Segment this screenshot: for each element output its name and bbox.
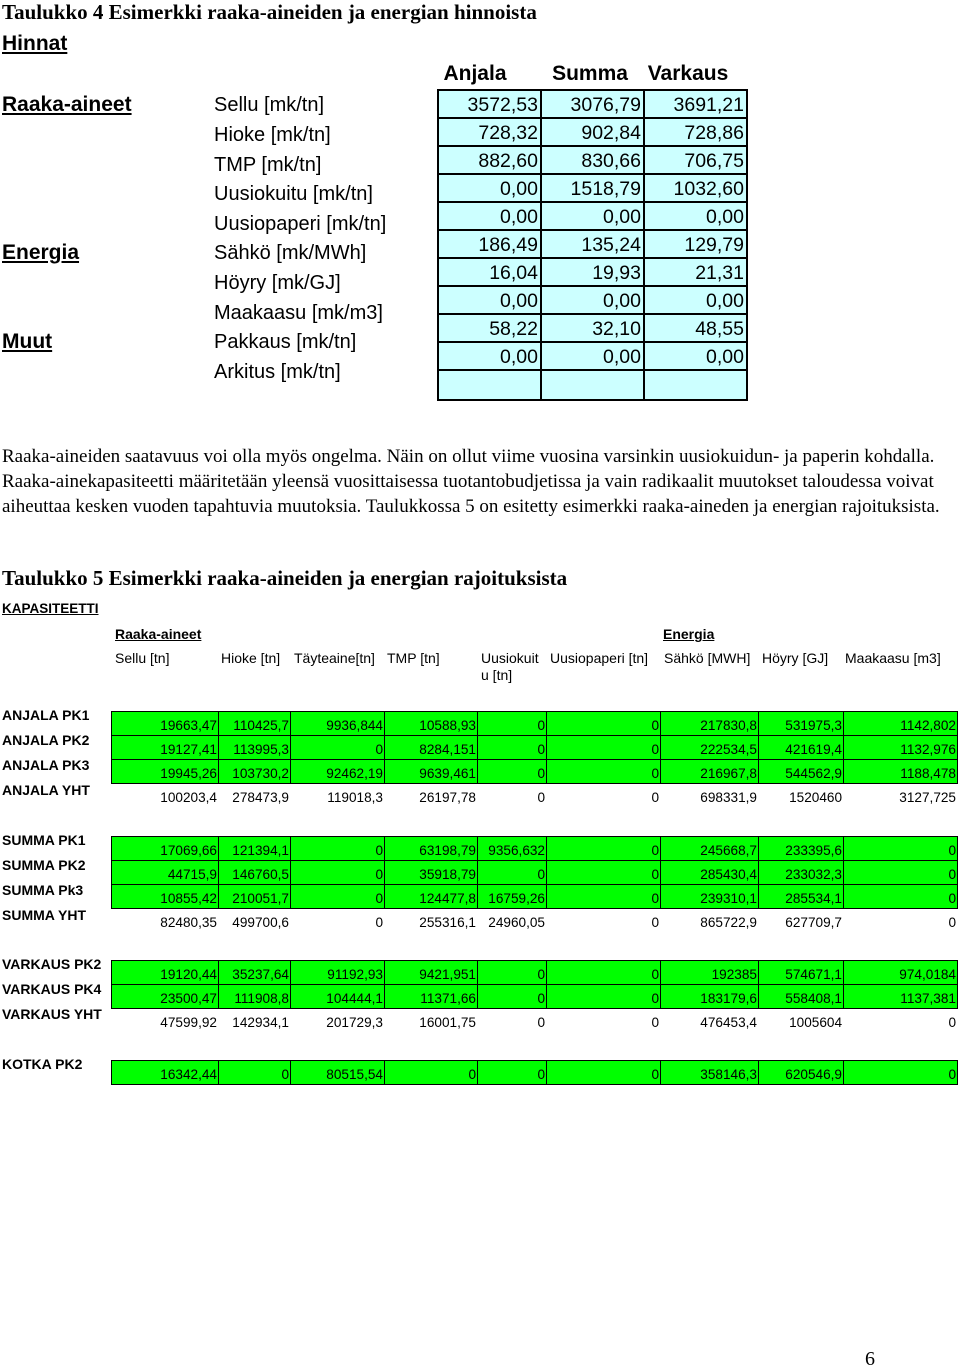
price-table [437, 89, 748, 401]
capacity-cell: 201729,3 [326, 1015, 383, 1030]
row-label: Maakaasu [mk/m3] [214, 302, 383, 324]
table-row [112, 885, 958, 909]
row-label: SUMMA PK2 [2, 857, 86, 873]
category-energy: Energia [2, 241, 80, 264]
col-head: Täyteaine[tn] [294, 650, 375, 666]
price-cell: 728,32 [438, 118, 541, 146]
capacity-cell: 1520460 [789, 790, 842, 805]
table-row [112, 1009, 958, 1033]
row-label: Höyry [mk/GJ] [214, 272, 341, 294]
capacity-cell: 19120,44 [112, 961, 219, 985]
capacity-cell: 531975,3 [759, 712, 844, 736]
capacity-cell: 8284,151 [385, 736, 478, 760]
row-label: SUMMA PK1 [2, 832, 86, 848]
capacity-cell: 104444,1 [291, 985, 385, 1009]
capacity-cell: 35918,79 [385, 861, 478, 885]
capacity-cell: 0 [651, 915, 659, 930]
capacity-cell: 142934,1 [232, 1015, 289, 1030]
capacity-cell: 0 [537, 1015, 545, 1030]
col-head [481, 650, 539, 684]
col-head: Maakaasu [m3] [845, 650, 941, 666]
capacity-cell: 0 [291, 885, 385, 909]
capacity-cell: 0 [478, 712, 547, 736]
capacity-cell: 0 [547, 712, 661, 736]
price-cell: 706,75 [644, 146, 747, 174]
capacity-cell: 110425,7 [219, 712, 291, 736]
capacity-cell: 574671,1 [759, 961, 844, 985]
capacity-cell: 124477,8 [385, 885, 478, 909]
table-row [112, 961, 958, 985]
price-cell: 3572,53 [438, 90, 541, 118]
table-row [112, 1061, 958, 1085]
capacity-cell: 10588,93 [385, 712, 478, 736]
capacity-cell: 865722,9 [700, 915, 757, 930]
price-row [438, 174, 747, 202]
capacity-cell: 92462,19 [291, 760, 385, 784]
capacity-cell: 16759,26 [478, 885, 547, 909]
capacity-cell: 0 [547, 1061, 661, 1085]
capacity-cell: 19945,26 [112, 760, 219, 784]
capacity-cell: 210051,7 [219, 885, 291, 909]
capacity-cell: 0 [385, 1061, 478, 1085]
price-cell: 728,86 [644, 118, 747, 146]
capacity-cell: 183179,6 [661, 985, 759, 1009]
capacity-cell: 121394,1 [219, 837, 291, 861]
row-label: Pakkaus [mk/tn] [214, 331, 357, 353]
capacity-cell: 255316,1 [419, 915, 476, 930]
price-row [438, 258, 747, 286]
table4-subtitle: Hinnat [2, 32, 68, 55]
capacity-cell: 24960,05 [488, 915, 545, 930]
capacity-cell: 1142,802 [844, 712, 958, 736]
price-cell: 32,10 [541, 314, 644, 342]
price-cell: 1032,60 [644, 174, 747, 202]
table-row [112, 909, 958, 933]
capacity-cell: 627709,7 [785, 915, 842, 930]
capacity-cell: 192385 [661, 961, 759, 985]
capacity-cell: 0 [478, 760, 547, 784]
capacity-cell: 222534,5 [661, 736, 759, 760]
table-row [112, 861, 958, 885]
price-cell: 3076,79 [541, 90, 644, 118]
capacity-cell: 1005604 [789, 1015, 842, 1030]
group-raw-materials: Raaka-aineet [115, 626, 202, 642]
capacity-cell: 19663,47 [112, 712, 219, 736]
capacity-cell: 0 [478, 1061, 547, 1085]
row-label: VARKAUS PK2 [2, 956, 102, 972]
capacity-cell: 23500,47 [112, 985, 219, 1009]
group-energy: Energia [663, 626, 715, 642]
price-cell: 3691,21 [644, 90, 747, 118]
col-head-summa: Summa [552, 62, 628, 85]
price-row [438, 146, 747, 174]
price-row [438, 202, 747, 230]
price-cell: 1518,79 [541, 174, 644, 202]
capacity-cell: 285430,4 [661, 861, 759, 885]
capacity-cell: 974,0184 [844, 961, 958, 985]
table-row [112, 837, 958, 861]
row-label: Uusiopaperi [mk/tn] [214, 213, 387, 235]
capacity-group-table [111, 960, 958, 1033]
capacity-cell: 0 [537, 790, 545, 805]
capacity-cell: 111908,8 [219, 985, 291, 1009]
capacity-cell: 278473,9 [232, 790, 289, 805]
capacity-cell: 10855,42 [112, 885, 219, 909]
price-cell: 0,00 [438, 286, 541, 314]
col-head: Hioke [tn] [221, 650, 281, 666]
table-row [112, 760, 958, 784]
capacity-cell: 119018,3 [327, 790, 383, 805]
capacity-cell: 0 [547, 736, 661, 760]
capacity-cell: 0 [651, 1015, 659, 1030]
row-label: VARKAUS YHT [2, 1006, 102, 1022]
capacity-cell: 9421,951 [385, 961, 478, 985]
capacity-cell: 0 [948, 915, 956, 930]
capacity-cell: 0 [844, 1061, 958, 1085]
capacity-cell: 216967,8 [661, 760, 759, 784]
price-row [438, 286, 747, 314]
table-row [112, 736, 958, 760]
capacity-cell: 0 [291, 736, 385, 760]
price-cell: 0,00 [438, 342, 541, 370]
capacity-cell: 620546,9 [759, 1061, 844, 1085]
capacity-cell: 499700,6 [232, 915, 289, 930]
capacity-cell: 0 [651, 790, 659, 805]
capacity-cell: 0 [478, 861, 547, 885]
price-cell: 0,00 [541, 286, 644, 314]
table4-title: Taulukko 4 Esimerkki raaka-aineiden ja energian hinnoista [2, 0, 537, 24]
row-label: ANJALA PK2 [2, 732, 90, 748]
capacity-cell: 63198,79 [385, 837, 478, 861]
capacity-group-table [111, 711, 958, 808]
row-label: ANJALA PK3 [2, 757, 90, 773]
price-cell-blank [438, 370, 541, 400]
price-cell: 882,60 [438, 146, 541, 174]
row-label: Sellu [mk/tn] [214, 94, 325, 116]
capacity-cell: 1137,381 [844, 985, 958, 1009]
price-row [438, 118, 747, 146]
capacity-cell: 0 [844, 885, 958, 909]
capacity-cell: 146760,5 [219, 861, 291, 885]
col-head-anjala: Anjala [443, 62, 507, 85]
col-head-varkaus: Varkaus [647, 62, 729, 85]
capacity-cell: 80515,54 [291, 1061, 385, 1085]
capacity-cell: 0 [547, 760, 661, 784]
row-label: Sähkö [mk/MWh] [214, 242, 367, 264]
price-cell: 135,24 [541, 230, 644, 258]
capacity-cell: 544562,9 [759, 760, 844, 784]
capacity-cell: 100203,4 [160, 790, 217, 805]
capacity-cell: 0 [547, 837, 661, 861]
row-label: ANJALA PK1 [2, 707, 90, 723]
capacity-cell: 47599,92 [160, 1015, 217, 1030]
capacity-cell: 16001,75 [419, 1015, 476, 1030]
price-cell: 0,00 [438, 174, 541, 202]
capacity-cell: 3127,725 [899, 790, 956, 805]
price-row [438, 90, 747, 118]
row-label: Uusiokuitu [mk/tn] [214, 183, 373, 205]
capacity-cell: 0 [547, 961, 661, 985]
row-label: VARKAUS PK4 [2, 981, 102, 997]
capacity-cell: 239310,1 [661, 885, 759, 909]
section-capacity: KAPASITEETTI [2, 601, 99, 616]
capacity-cell: 9639,461 [385, 760, 478, 784]
capacity-cell: 91192,93 [291, 961, 385, 985]
table5-title: Taulukko 5 Esimerkki raaka-aineiden ja energian rajoituksista [2, 566, 568, 590]
capacity-cell: 558408,1 [759, 985, 844, 1009]
price-row-blank [438, 370, 747, 400]
capacity-cell: 17069,66 [112, 837, 219, 861]
capacity-cell: 16342,44 [112, 1061, 219, 1085]
capacity-cell: 217830,8 [661, 712, 759, 736]
price-cell: 0,00 [438, 202, 541, 230]
price-cell-blank [541, 370, 644, 400]
price-cell: 21,31 [644, 258, 747, 286]
price-cell: 186,49 [438, 230, 541, 258]
capacity-group-table [111, 836, 958, 933]
capacity-cell: 82480,35 [160, 915, 217, 930]
col-head: Sähkö [MWH] [664, 650, 751, 666]
price-cell: 0,00 [644, 286, 747, 314]
capacity-cell: 285534,1 [759, 885, 844, 909]
row-label: SUMMA YHT [2, 907, 86, 923]
table-row [112, 985, 958, 1009]
capacity-cell: 0 [291, 837, 385, 861]
price-cell: 16,04 [438, 258, 541, 286]
capacity-cell: 233032,3 [759, 861, 844, 885]
price-row [438, 342, 747, 370]
capacity-cell: 0 [948, 1015, 956, 1030]
page-number: 6 [865, 1348, 875, 1370]
body-paragraph: Raaka-aineiden saatavuus voi olla myös ongelma. Näin on ollut viime vuosina varsinkin uusiokuidun- ja paperin kohdalla. Raaka-ainekapasiteetti määritetään yleensä vuosittaisessa tuotantobudjetissa ja vain radikaalit muutokset taloudessa voivat aiheuttaa kesken vuoden tapahtuvia muutoksia. Taulukkossa 5 on esitetty esimerkki raaka-aineden ja energian rajoituksista. [2, 446, 940, 517]
price-cell: 902,84 [541, 118, 644, 146]
row-label: Hioke [mk/tn] [214, 124, 331, 146]
capacity-cell: 0 [547, 985, 661, 1009]
capacity-cell: 35237,64 [219, 961, 291, 985]
capacity-cell: 245668,7 [661, 837, 759, 861]
category-raw-materials: Raaka-aineet [2, 93, 132, 116]
capacity-cell: 0 [547, 861, 661, 885]
category-other: Muut [2, 330, 53, 353]
price-cell: 830,66 [541, 146, 644, 174]
capacity-cell: 113995,3 [219, 736, 291, 760]
price-cell: 48,55 [644, 314, 747, 342]
capacity-cell: 0 [478, 736, 547, 760]
capacity-cell: 476453,4 [700, 1015, 757, 1030]
col-head: Uusiopaperi [tn] [550, 650, 649, 666]
capacity-cell: 1132,976 [844, 736, 958, 760]
col-head-line: Uusiokuit [481, 650, 539, 666]
capacity-cell: 0 [219, 1061, 291, 1085]
capacity-cell: 0 [547, 885, 661, 909]
capacity-cell: 698331,9 [700, 790, 757, 805]
capacity-cell: 11371,66 [385, 985, 478, 1009]
price-cell: 0,00 [541, 202, 644, 230]
capacity-cell: 233395,6 [759, 837, 844, 861]
col-head-line: u [tn] [481, 667, 513, 683]
row-label: ANJALA YHT [2, 782, 90, 798]
capacity-group-table [111, 1060, 958, 1085]
price-cell: 0,00 [541, 342, 644, 370]
row-label: Arkitus [mk/tn] [214, 361, 341, 383]
capacity-cell: 1188,478 [844, 760, 958, 784]
capacity-cell: 26197,78 [419, 790, 476, 805]
row-label: SUMMA Pk3 [2, 882, 84, 898]
capacity-cell: 9356,632 [478, 837, 547, 861]
table-row [112, 712, 958, 736]
capacity-cell: 19127,41 [112, 736, 219, 760]
capacity-cell: 421619,4 [759, 736, 844, 760]
capacity-cell: 0 [844, 837, 958, 861]
capacity-cell: 44715,9 [112, 861, 219, 885]
row-label: TMP [mk/tn] [214, 154, 322, 176]
capacity-cell: 9936,844 [291, 712, 385, 736]
price-cell: 19,93 [541, 258, 644, 286]
col-head: Sellu [tn] [115, 650, 170, 666]
capacity-cell: 358146,3 [661, 1061, 759, 1085]
price-cell: 0,00 [644, 202, 747, 230]
capacity-cell: 0 [375, 915, 383, 930]
capacity-cell: 0 [478, 985, 547, 1009]
capacity-cell: 0 [478, 961, 547, 985]
price-cell: 0,00 [644, 342, 747, 370]
price-row [438, 230, 747, 258]
col-head: TMP [tn] [387, 650, 440, 666]
price-cell: 129,79 [644, 230, 747, 258]
price-cell: 58,22 [438, 314, 541, 342]
price-row [438, 314, 747, 342]
capacity-cell: 103730,2 [219, 760, 291, 784]
price-cell-blank [644, 370, 747, 400]
row-label: KOTKA PK2 [2, 1056, 83, 1072]
col-head: Höyry [GJ] [762, 650, 829, 666]
capacity-cell: 0 [844, 861, 958, 885]
table-row [112, 784, 958, 808]
capacity-cell: 0 [291, 861, 385, 885]
